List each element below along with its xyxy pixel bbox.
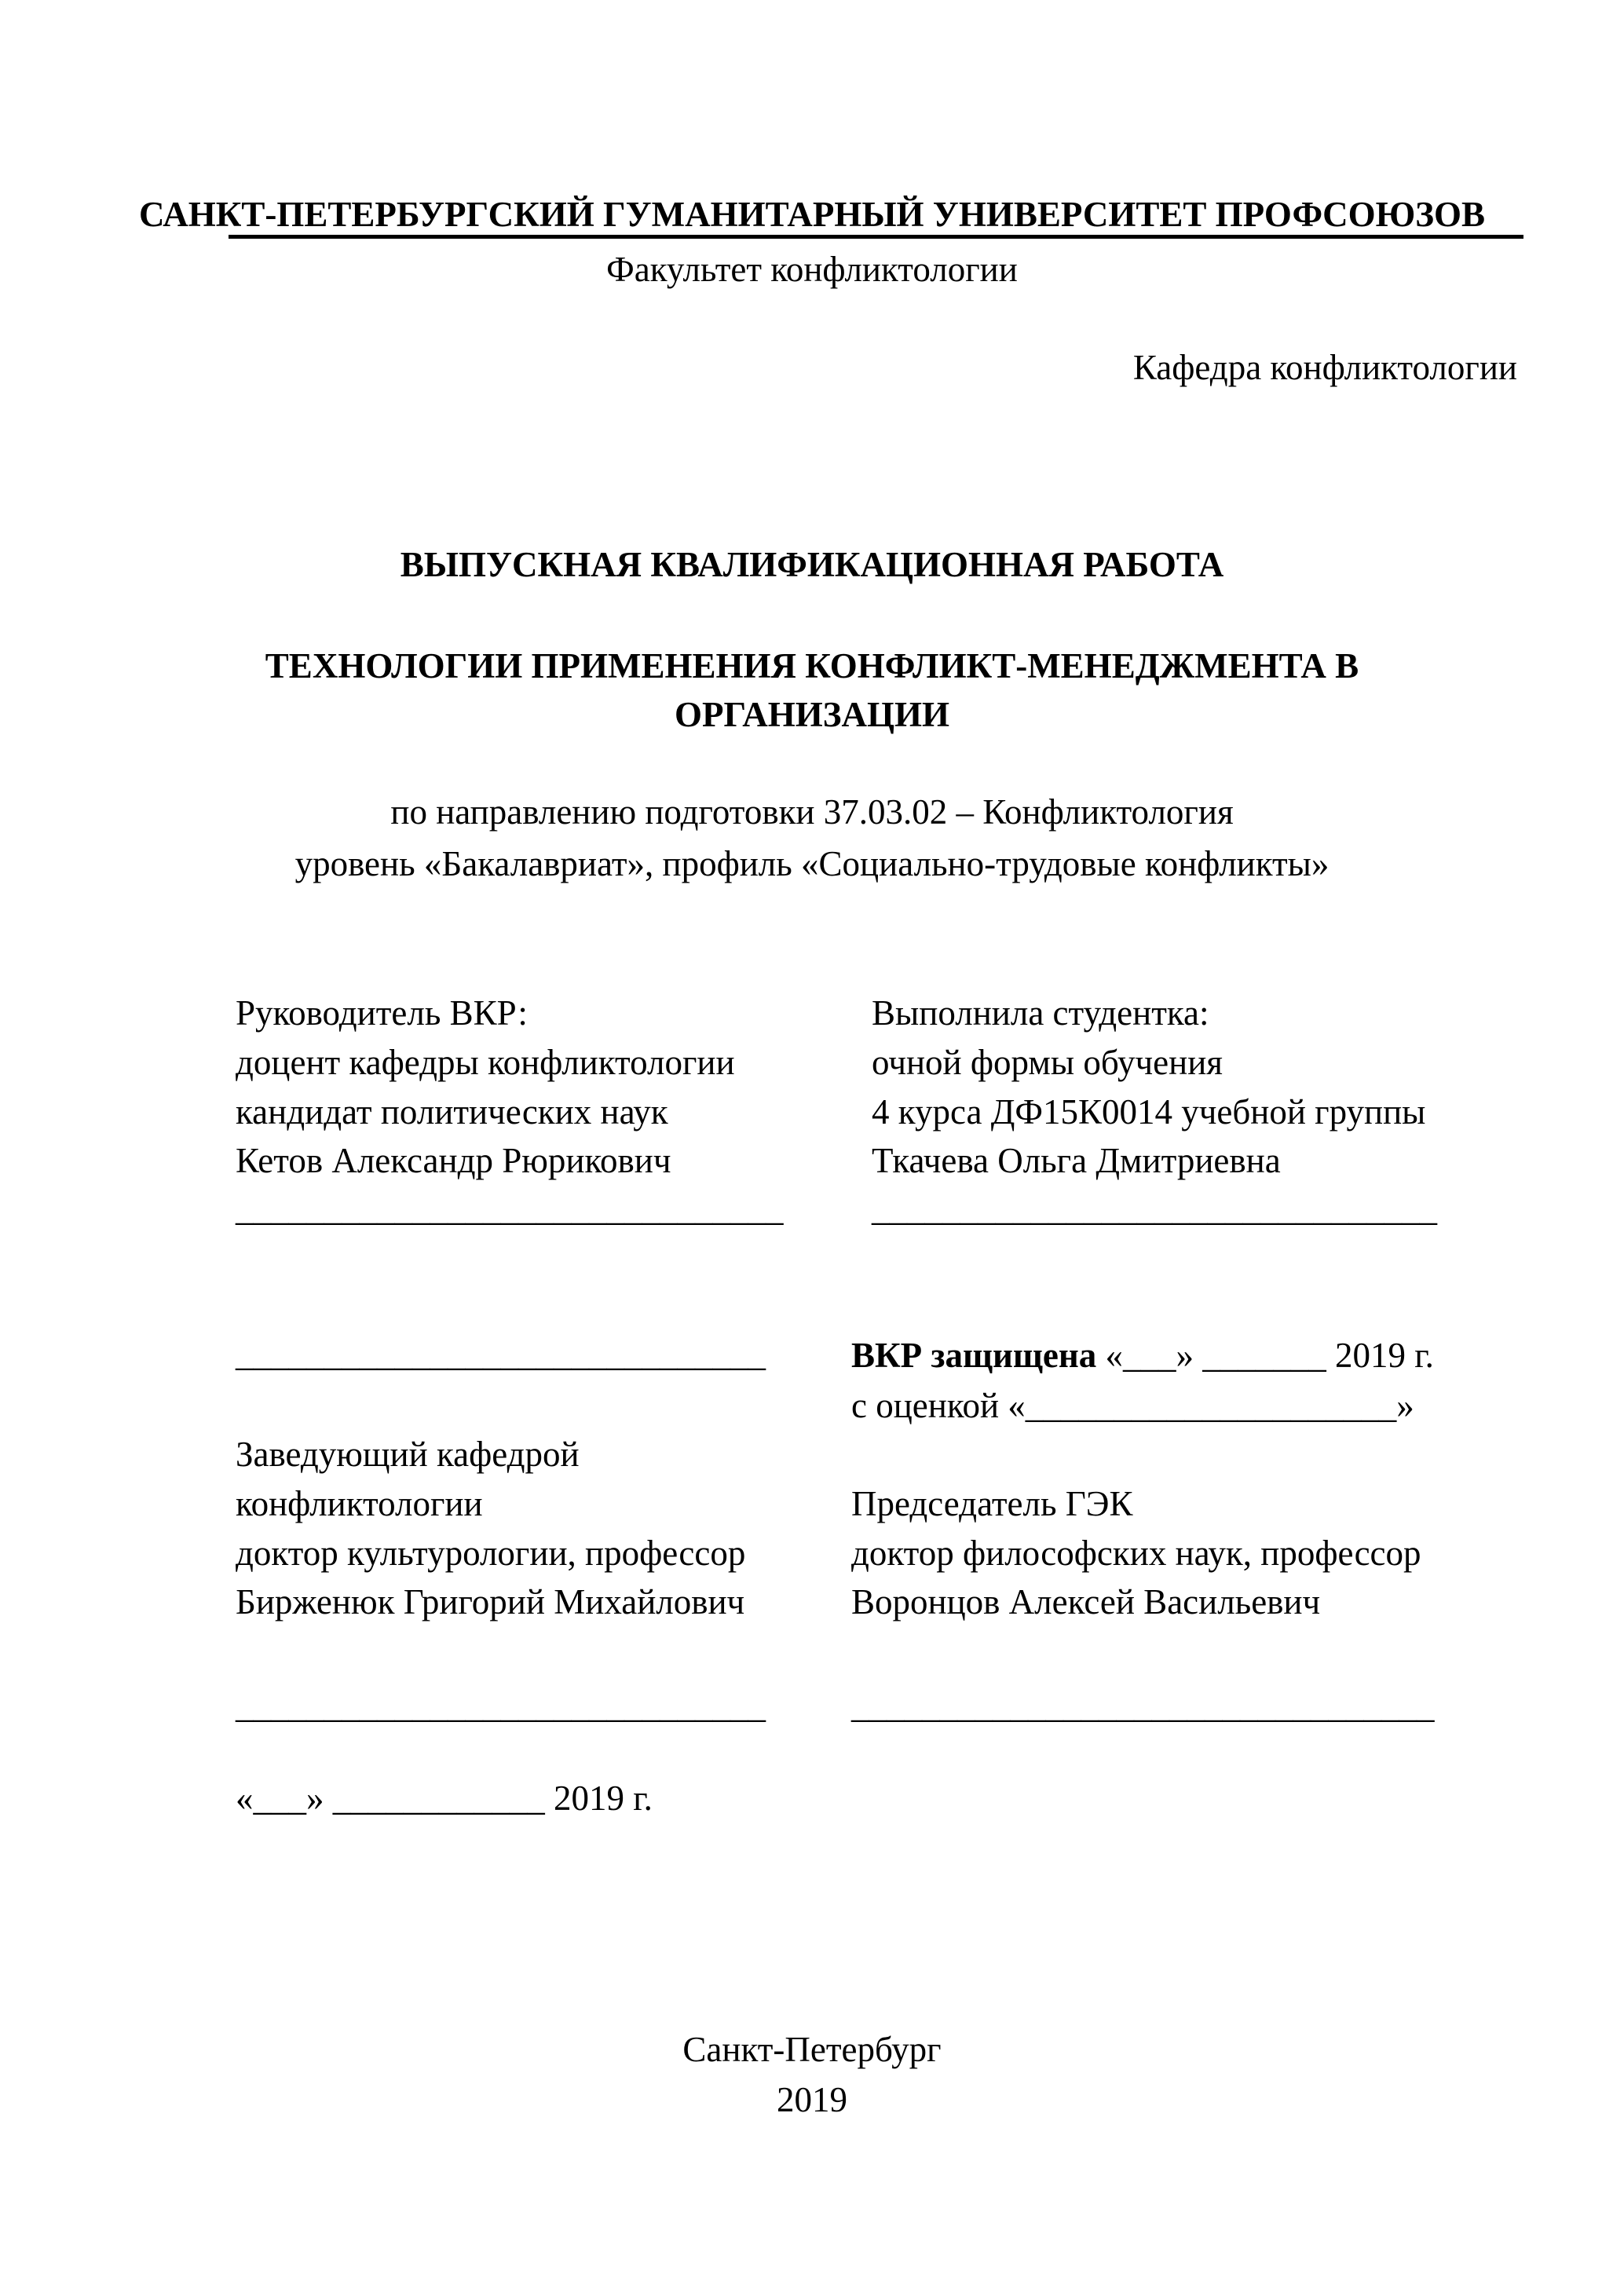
work-type-title: ВЫПУСКНАЯ КВАЛИФИКАЦИОННАЯ РАБОТА (400, 545, 1224, 584)
head-name: Бирженюк Григорий Михайлович (236, 1582, 745, 1621)
supervisor-name: Кетов Александр Рюрикович (236, 1141, 671, 1180)
student-name: Ткачева Ольга Дмитриевна (872, 1141, 1281, 1180)
chairman-signature-line: _________________________________ (851, 1686, 1435, 1725)
signature-date-line: «___» ____________ 2019 г. (236, 1779, 653, 1818)
chairman-degree: доктор философских наук, профессор (851, 1534, 1421, 1573)
city: Санкт-Петербург (682, 2030, 942, 2069)
head-signature-line: ______________________________ (236, 1686, 766, 1725)
admission-blank-line: ______________________________ (236, 1334, 766, 1373)
supervisor-signature-line: _______________________________ (236, 1189, 784, 1228)
student-role: Выполнила студентка: (872, 993, 1209, 1033)
department-name: Кафедра конфликтологии (1132, 348, 1517, 387)
head-degree: доктор культурологии, профессор (236, 1534, 746, 1573)
defense-label: ВКР защищена (851, 1336, 1097, 1375)
chairman-name: Воронцов Алексей Васильевич (851, 1582, 1321, 1621)
head-role-line-1: Заведующий кафедрой (236, 1435, 580, 1474)
student-group: 4 курса ДФ15К0014 учебной группы (872, 1092, 1426, 1132)
defense-date-line (851, 1338, 1434, 1373)
defense-grade-line: с оценкой «_____________________» (851, 1386, 1414, 1425)
faculty-name: Факультет конфликтологии (606, 250, 1018, 289)
defense-date: «___» _______ 2019 г. (1096, 1336, 1434, 1375)
topic-title-line-1: ТЕХНОЛОГИИ ПРИМЕНЕНИЯ КОНФЛИКТ-МЕНЕДЖМЕНТА В (265, 646, 1359, 686)
year: 2019 (777, 2080, 847, 2119)
direction-line-2: уровень «Бакалавриат», профиль «Социально-трудовые конфликты» (294, 844, 1330, 883)
topic-title-line-2: ОРГАНИЗАЦИИ (675, 695, 949, 734)
supervisor-position: доцент кафедры конфликтологии (236, 1043, 735, 1082)
supervisor-role: Руководитель ВКР: (236, 993, 528, 1033)
student-study-form: очной формы обучения (872, 1043, 1223, 1082)
head-role-line-2: конфликтологии (236, 1484, 483, 1523)
header-rule (229, 235, 1523, 239)
direction-line-1: по направлению подготовки 37.03.02 – Конфликтология (390, 792, 1234, 832)
university-name: САНКТ-ПЕТЕРБУРГСКИЙ ГУМАНИТАРНЫЙ УНИВЕРСИТЕТ ПРОФСОЮЗОВ (138, 195, 1486, 234)
student-signature-line: ________________________________ (872, 1189, 1437, 1228)
chairman-role: Председатель ГЭК (851, 1484, 1133, 1523)
supervisor-degree: кандидат политических наук (236, 1092, 668, 1132)
